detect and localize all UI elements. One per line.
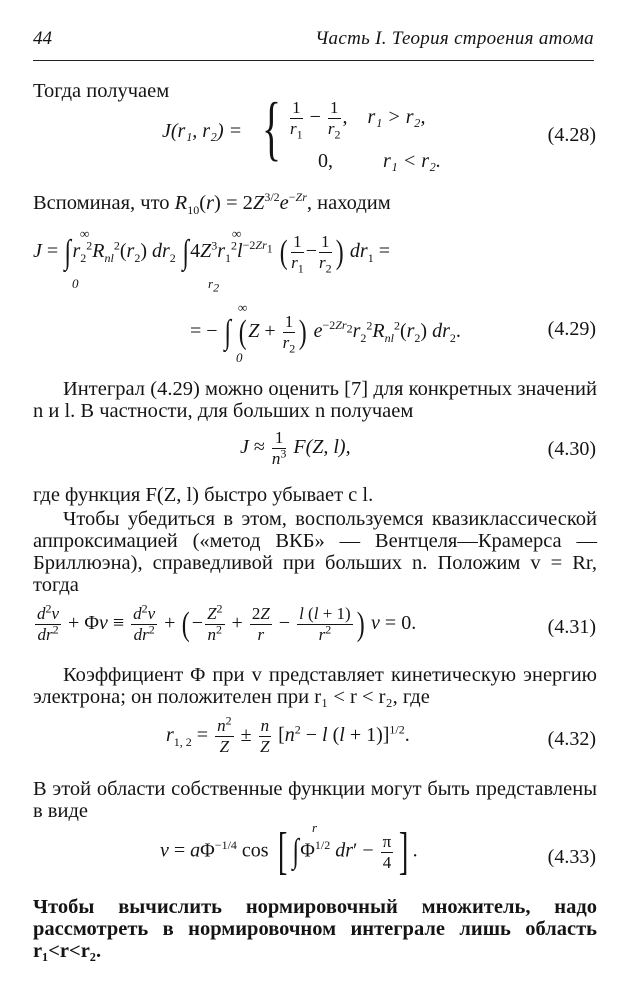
equation-4-32: $r_{1, 2}$ = $\frac{n^2}{Z}$ ± $\frac{n}{Z}$ [$n^2 - l$ (l + 1)]$^{1/2}$. xyxy=(166,713,410,756)
eq-4-28-case1: $\frac{1}{r_1}$ − $\frac{1}{r_2}$ , r₁ > r₂, xyxy=(290,98,426,142)
eq-number-4-30: (4.30) xyxy=(547,438,596,460)
integral-upper-inf-1: ∞ xyxy=(80,226,90,241)
integral-upper-r: r xyxy=(312,820,318,835)
eq-number-4-31: (4.31) xyxy=(547,616,596,638)
eq-4-28-lhs: J(r₁, r₂) = xyxy=(162,120,243,142)
integral-lower-r2: $r_2$ xyxy=(208,276,220,295)
equation-4-28 xyxy=(162,120,242,143)
eq-4-28-case2-val: 0, xyxy=(318,150,333,172)
equation-4-31: $\frac{d^2v}{dr^2}$ + Φv ≡ $\frac{d^2v}{dr^2}$ + (− $\frac{Z^2}{n^2}$ + $\frac{2Z}{r}$ − $\frac{l (l + 1)}{r^2}$ ) v = 0. xyxy=(37,601,417,644)
equation-4-30: J ≈ $\frac{1}{n^3}$ F(Z, l), xyxy=(240,428,351,468)
integral-lower-0-3: 0 xyxy=(236,350,243,365)
recalling-suffix: находим xyxy=(317,192,391,214)
running-header xyxy=(33,26,594,61)
eq-number-4-33: (4.33) xyxy=(547,846,596,868)
paragraph-then-we-get: Тогда получаем xyxy=(33,80,170,102)
recalling-prefix: Вспоминая, что xyxy=(33,192,170,214)
paragraph-where-function: где функция F(Z, l) быстро убывает с l. xyxy=(33,484,374,506)
paragraph-eigenfunctions: В этой области собственные функции могут быть представлены в виде xyxy=(33,778,597,822)
equation-4-29-line2: = − ∫ (Z + $\frac{1}{r_2}$ ) $e^{-2Zr_2}r_2^2R_{nl}^2(r_2)$ $dr_2$. xyxy=(190,312,461,356)
left-brace-icon: { xyxy=(262,88,282,168)
eq-4-30-rhs: F(Z, l), xyxy=(293,436,351,459)
eq-number-4-28: (4.28) xyxy=(547,124,596,146)
integral-upper-inf-2: ∞ xyxy=(232,226,242,241)
integral-lower-0-1: 0 xyxy=(72,276,79,291)
eq-4-28-case2-cond: r₁ < r₂. xyxy=(383,150,441,172)
eq-number-4-29: (4.29) xyxy=(547,318,596,340)
paragraph-quasiclassical: Чтобы убедиться в этом, воспользуемся квазиклассической аппроксимацией («метод ВКБ» — Вентцеля—Крамерса — Бриллюэна), справедливой при больших n. Положим v = Rr, тогда xyxy=(33,508,597,596)
eq-4-28-case2 xyxy=(318,150,441,173)
page-number: 44 xyxy=(33,28,52,49)
integral-upper-inf-3: ∞ xyxy=(238,300,248,315)
chapter-title: Часть I. Теория строения атома xyxy=(315,28,594,49)
paragraph-recalling: Вспоминая, что $R_{10}(r) = 2Z^{3/2}e^{-Zr}$, находим xyxy=(33,190,391,218)
paragraph-coefficient-phi: Коэффициент Φ при v представляет кинетическую энергию электрона; он положителен при r₁ < r < r₂, где xyxy=(33,664,597,708)
eq-number-4-32: (4.32) xyxy=(547,728,596,750)
paragraph-integral-estimate: Интеграл (4.29) можно оценить [7] для конкретных значений n и l. В частности, для больших n получаем xyxy=(33,378,597,422)
equation-4-33: $v = a\Phi^{-1/4}$ cos [ $\int\Phi^{1/2}$ dr′ − $\frac{\pi}{4}$ ] . xyxy=(160,823,418,880)
equation-4-29-line1: $J = \int r_2^2R_{nl}^2(r_2)$ $dr_2$ $\int 4Z^3r_1^2l^{-2Zr_1}$ ( $\frac{1}{r_1}$ − $\frac{1}{r_2}$ ) $dr_1$ = xyxy=(33,232,390,276)
paragraph-normalization: Чтобы вычислить нормировочный множитель, надо рассмотреть в нормировочном интеграле лишь область r₁<r<r₂. xyxy=(33,896,597,962)
eq-4-28-case1-cond: r₁ > r₂, xyxy=(367,106,426,129)
